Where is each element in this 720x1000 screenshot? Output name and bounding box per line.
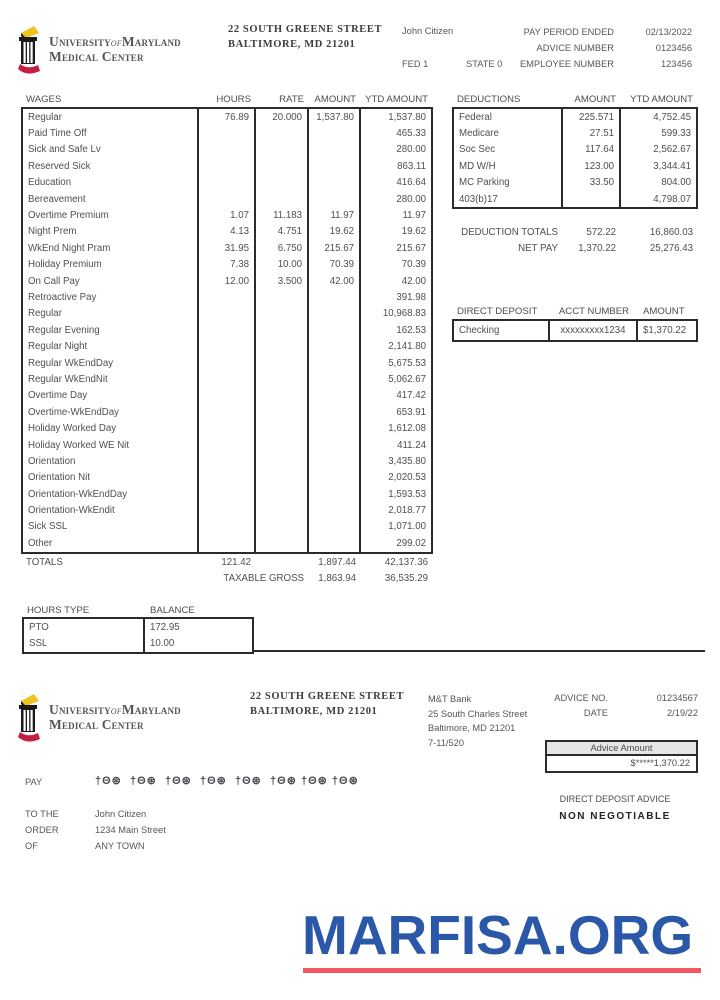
pay-period-label: PAY PERIOD ENDED — [523, 27, 614, 37]
wage-rate — [254, 437, 307, 453]
wages-totals-amount: 1,897.44 — [318, 557, 356, 568]
net-pay-ytd: 25,276.43 — [649, 243, 693, 254]
wage-amount: 11.97 — [307, 207, 359, 223]
wage-description: Night Prem — [28, 226, 77, 238]
wage-description: Reserved Sick — [28, 160, 91, 172]
logo-word-maryland: Maryland — [121, 34, 181, 49]
company-address-line1: 22 SOUTH GREENE STREET — [228, 24, 383, 35]
company-logo — [14, 24, 181, 80]
deduction-totals-row — [452, 227, 698, 238]
wage-rate — [254, 470, 307, 486]
hours-type: SSL — [29, 638, 48, 650]
wage-hours: 12.00 — [197, 273, 254, 289]
wages-totals-rate — [256, 557, 309, 568]
deduction-ytd: 4,798.07 — [619, 191, 696, 207]
logo-word-university: University — [49, 34, 111, 49]
net-pay-row — [452, 243, 698, 254]
hours-balance-row — [24, 619, 252, 636]
wage-row — [23, 240, 431, 256]
company-address-check: 22 SOUTH GREENE STREET BALTIMORE, MD 21201 — [250, 691, 405, 717]
wage-ytd: 10,968.83 — [359, 306, 431, 322]
bank-address2: Baltimore, MD 21201 — [428, 723, 516, 733]
deduction-row — [454, 191, 696, 207]
wage-rate — [254, 388, 307, 404]
deduction-label: Federal — [459, 111, 492, 123]
logo-word-medical-center: Medical Center — [49, 49, 144, 64]
wage-amount: 1,537.80 — [307, 109, 359, 125]
employee-number-label: EMPLOYEE NUMBER — [519, 59, 614, 69]
deduction-label: Medicare — [459, 128, 499, 140]
wages-col-wages: WAGES — [26, 94, 62, 105]
company-logo-text — [49, 35, 181, 63]
deduction-totals-label: DEDUCTION TOTALS — [461, 227, 558, 238]
wage-rate — [254, 519, 307, 535]
deduction-row — [454, 109, 696, 125]
wage-rate: 4.751 — [254, 224, 307, 240]
wage-description: Regular WkEndDay — [28, 357, 114, 369]
hours-balance-table — [22, 617, 254, 654]
wage-hours — [197, 322, 254, 338]
wage-description: WkEnd Night Pram — [28, 242, 111, 254]
deduction-amount: 27.51 — [561, 125, 619, 141]
wage-amount — [307, 486, 359, 502]
wage-amount — [307, 420, 359, 436]
wages-col-rate: RATE — [279, 94, 304, 105]
wage-ytd: 411.24 — [359, 437, 431, 453]
wage-hours — [197, 420, 254, 436]
wages-totals-row — [21, 557, 433, 568]
bank-address1: 25 South Charles Street — [428, 708, 528, 719]
wage-hours — [197, 404, 254, 420]
wage-ytd: 19.62 — [359, 224, 431, 240]
wage-amount: 19.62 — [307, 224, 359, 240]
wage-amount — [307, 404, 359, 420]
hours-balance-header — [22, 605, 254, 616]
payee-city: ANY TOWN — [95, 841, 145, 851]
deduction-amount: 123.00 — [561, 158, 619, 174]
wage-row — [23, 519, 431, 535]
wage-amount: 70.39 — [307, 257, 359, 273]
wage-ytd: 299.02 — [359, 535, 431, 551]
deduction-amount — [561, 191, 619, 207]
wage-ytd: 42.00 — [359, 273, 431, 289]
wage-row — [23, 322, 431, 338]
taxable-gross-row — [21, 573, 433, 584]
wage-ytd: 2,020.53 — [359, 470, 431, 486]
deduction-row — [454, 158, 696, 174]
wage-rate: 3.500 — [254, 273, 307, 289]
wage-hours — [197, 519, 254, 535]
net-pay-amount: 1,370.22 — [578, 243, 616, 254]
wage-description: Holiday Premium — [28, 259, 102, 271]
wage-description: Paid Time Off — [28, 128, 87, 140]
hours-col-type: HOURS TYPE — [27, 605, 90, 616]
wage-row — [23, 224, 431, 240]
wage-row — [23, 273, 431, 289]
wage-amount — [307, 322, 359, 338]
wage-rate — [254, 420, 307, 436]
company-address — [228, 22, 382, 52]
dd-account-type: Checking — [459, 325, 500, 336]
wage-amount — [307, 306, 359, 322]
bank-block — [428, 692, 527, 750]
wage-hours — [197, 289, 254, 305]
company-logo-text-check: UniversityofMaryland Medical Center — [49, 702, 181, 732]
wage-description: Regular Evening — [28, 324, 100, 336]
wage-description: Holiday Worked Day — [28, 423, 117, 435]
direct-deposit-advice-text: DIRECT DEPOSIT ADVICE — [559, 794, 671, 804]
wage-row — [23, 470, 431, 486]
deduction-amount: 225.571 — [561, 109, 619, 125]
bank-routing: 7-11/520 — [428, 737, 465, 748]
wage-row — [23, 371, 431, 387]
wage-hours — [197, 338, 254, 354]
pay-amount-words-glyphs: †Θ⊛ †Θ⊛ †Θ⊛ †Θ⊛ †Θ⊛ †Θ⊛ †Θ⊛ †Θ⊛ — [95, 775, 359, 787]
hours-balance-row — [24, 636, 252, 653]
deduction-label: Soc Sec — [459, 144, 496, 156]
wage-rate — [254, 355, 307, 371]
wage-ytd: 863.11 — [359, 158, 431, 174]
wage-row — [23, 191, 431, 207]
advice-no-label: ADVICE NO. — [554, 693, 608, 703]
wage-description: Orientation-WkEndit — [28, 505, 115, 517]
wage-row — [23, 535, 431, 551]
wages-col-ytd: YTD AMOUNT — [365, 94, 428, 105]
deduction-ytd: 804.00 — [619, 175, 696, 191]
advice-date-label: DATE — [583, 708, 608, 718]
wage-hours — [197, 191, 254, 207]
wage-amount — [307, 191, 359, 207]
taxable-gross-amount: 1,863.94 — [318, 573, 356, 584]
wage-hours — [197, 453, 254, 469]
wage-rate — [254, 453, 307, 469]
wage-hours: 31.95 — [197, 240, 254, 256]
marfisa-brand-logo: MARFISA.ORG — [302, 904, 694, 966]
advice-date-value: 2/19/22 — [666, 708, 698, 718]
wage-row — [23, 420, 431, 436]
deduction-label: MC Parking — [459, 177, 510, 189]
wage-hours — [197, 388, 254, 404]
wage-row — [23, 257, 431, 273]
deductions-col-ytd: YTD AMOUNT — [630, 94, 693, 105]
fed-status: FED 1 — [402, 59, 429, 69]
wage-ytd: 2,141.80 — [359, 338, 431, 354]
deduction-row — [454, 125, 696, 141]
wage-amount — [307, 125, 359, 141]
wage-description: Retroactive Pay — [28, 291, 97, 303]
wage-amount — [307, 355, 359, 371]
wage-description: Holiday Worked WE Nit — [28, 439, 130, 451]
employee-name: John Citizen — [402, 26, 454, 36]
wage-hours: 7.38 — [197, 257, 254, 273]
wage-amount — [307, 338, 359, 354]
wage-ytd: 70.39 — [359, 257, 431, 273]
deduction-totals-amount: 572.22 — [586, 227, 616, 238]
wage-ytd: 2,018.77 — [359, 502, 431, 518]
wage-rate — [254, 486, 307, 502]
wage-ytd: 653.91 — [359, 404, 431, 420]
payee-name: John Citizen — [95, 809, 147, 819]
wage-row — [23, 404, 431, 420]
wage-row — [23, 437, 431, 453]
wage-ytd: 3,435.80 — [359, 453, 431, 469]
brand-underline — [303, 968, 701, 973]
wage-description: Regular WkEndNit — [28, 373, 108, 385]
wage-ytd: 1,593.53 — [359, 486, 431, 502]
wages-totals-label: TOTALS — [26, 557, 63, 568]
wage-row — [23, 502, 431, 518]
company-logo-check — [14, 692, 181, 748]
wage-ytd: 162.53 — [359, 322, 431, 338]
wage-rate — [254, 175, 307, 191]
wage-rate — [254, 191, 307, 207]
wage-description: Overtime Premium — [28, 210, 109, 222]
hours-type: PTO — [29, 621, 49, 633]
wage-rate — [254, 404, 307, 420]
wage-rate: 11.183 — [254, 207, 307, 223]
advice-amount-value: $*****1,370.22 — [630, 758, 690, 768]
payee-address: 1234 Main Street — [95, 825, 166, 835]
deductions-table — [452, 107, 698, 209]
header-meta-labels — [500, 24, 614, 72]
non-negotiable-block — [525, 791, 705, 825]
wage-hours — [197, 437, 254, 453]
taxable-gross-label: TAXABLE GROSS — [223, 573, 304, 584]
wage-amount — [307, 158, 359, 174]
wage-ytd: 280.00 — [359, 142, 431, 158]
bank-name: M&T Bank — [428, 694, 472, 704]
deduction-label: MD W/H — [459, 160, 496, 172]
wage-description: Overtime Day — [28, 390, 88, 402]
wages-totals-ytd: 42,137.36 — [384, 557, 428, 568]
umaryland-column-icon — [14, 24, 44, 80]
wage-hours — [197, 355, 254, 371]
deductions-col-label: DEDUCTIONS — [457, 94, 521, 105]
wage-hours — [197, 470, 254, 486]
wage-amount: 215.67 — [307, 240, 359, 256]
dd-col-amount: AMOUNT — [643, 306, 685, 317]
deduction-ytd: 2,562.67 — [619, 142, 696, 158]
header-meta-values — [618, 24, 692, 72]
direct-deposit-row — [454, 321, 696, 340]
wage-rate — [254, 322, 307, 338]
wage-ytd: 5,675.53 — [359, 355, 431, 371]
wage-rate — [254, 125, 307, 141]
wage-ytd: 280.00 — [359, 191, 431, 207]
wage-row — [23, 158, 431, 174]
deductions-col-amount: AMOUNT — [574, 94, 616, 105]
wage-ytd: 1,612.08 — [359, 420, 431, 436]
wage-amount — [307, 371, 359, 387]
logo-word-of: of — [110, 37, 122, 49]
deduction-totals-ytd: 16,860.03 — [649, 227, 693, 238]
wage-ytd: 391.98 — [359, 289, 431, 305]
wage-hours — [197, 125, 254, 141]
hours-balance-value: 10.00 — [143, 636, 252, 653]
wage-row — [23, 388, 431, 404]
wages-table — [21, 107, 433, 554]
direct-deposit-header — [452, 306, 698, 317]
wage-rate: 6.750 — [254, 240, 307, 256]
advice-number-label: ADVICE NUMBER — [536, 43, 614, 53]
wage-rate — [254, 142, 307, 158]
wage-rate — [254, 502, 307, 518]
wage-ytd: 5,062.67 — [359, 371, 431, 387]
wage-rate — [254, 535, 307, 551]
wage-hours — [197, 502, 254, 518]
payee-labels — [25, 806, 59, 854]
wage-description: Regular — [28, 308, 62, 320]
wage-description: Other — [28, 537, 53, 549]
wage-amount — [307, 437, 359, 453]
company-address-line2: BALTIMORE, MD 21201 — [228, 39, 356, 50]
wage-hours — [197, 306, 254, 322]
net-pay-label: NET PAY — [518, 243, 558, 254]
wage-ytd: 1,537.80 — [359, 109, 431, 125]
wage-hours — [197, 486, 254, 502]
wage-row — [23, 175, 431, 191]
wage-description: Sick SSL — [28, 521, 68, 533]
wage-rate — [254, 289, 307, 305]
wage-description: Overtime-WkEndDay — [28, 406, 119, 418]
wage-amount — [307, 470, 359, 486]
pay-period-value: 02/13/2022 — [645, 27, 692, 37]
non-negotiable-text: NON NEGOTIABLE — [559, 811, 671, 822]
hours-table-extension-line — [254, 650, 705, 652]
wage-ytd: 416.64 — [359, 175, 431, 191]
wage-row — [23, 289, 431, 305]
wage-amount — [307, 175, 359, 191]
wage-row — [23, 486, 431, 502]
wage-row — [23, 207, 431, 223]
wages-table-header — [21, 94, 433, 105]
taxable-gross-ytd: 36,535.29 — [384, 573, 428, 584]
wage-description: Orientation — [28, 455, 76, 467]
wage-ytd: 215.67 — [359, 240, 431, 256]
wage-rate — [254, 158, 307, 174]
wage-row — [23, 453, 431, 469]
wage-hours — [197, 371, 254, 387]
wage-row — [23, 109, 431, 125]
deduction-ytd: 599.33 — [619, 125, 696, 141]
advice-number-value: 0123456 — [655, 43, 692, 53]
wage-rate: 20.000 — [254, 109, 307, 125]
deduction-amount: 33.50 — [561, 175, 619, 191]
wage-ytd: 1,071.00 — [359, 519, 431, 535]
deduction-ytd: 4,752.45 — [619, 109, 696, 125]
advice-amount-box — [545, 740, 698, 773]
wage-amount — [307, 289, 359, 305]
wage-description: Orientation-WkEndDay — [28, 488, 128, 500]
deduction-label: 403(b)17 — [459, 193, 498, 205]
wage-row — [23, 142, 431, 158]
state-status: STATE 0 — [466, 59, 503, 69]
wage-rate — [254, 306, 307, 322]
advice-meta-values — [612, 691, 698, 721]
wage-rate — [254, 371, 307, 387]
wage-row — [23, 355, 431, 371]
wage-description: Bereavement — [28, 193, 86, 205]
wage-hours — [197, 142, 254, 158]
wage-hours — [197, 158, 254, 174]
deduction-amount: 117.64 — [561, 142, 619, 158]
wage-hours: 1.07 — [197, 207, 254, 223]
employee-number-value: 123456 — [660, 59, 692, 69]
deduction-row — [454, 175, 696, 191]
wage-description: Regular Night — [28, 341, 88, 353]
wage-amount — [307, 519, 359, 535]
deduction-ytd: 3,344.41 — [619, 158, 696, 174]
wages-totals-hours: 121.42 — [221, 557, 251, 568]
dd-col-type: DIRECT DEPOSIT — [457, 306, 538, 317]
wage-ytd: 465.33 — [359, 125, 431, 141]
wage-row — [23, 338, 431, 354]
to-the-label: TO THE — [25, 809, 59, 819]
wages-col-hours: HOURS — [216, 94, 251, 105]
wage-description: Regular — [28, 111, 62, 123]
dd-amount: $1,370.22 — [636, 321, 696, 340]
wage-row — [23, 125, 431, 141]
wage-description: On Call Pay — [28, 275, 80, 287]
payee-values — [95, 806, 166, 854]
wage-amount: 42.00 — [307, 273, 359, 289]
wage-hours — [197, 535, 254, 551]
dd-col-acct: ACCT NUMBER — [558, 306, 630, 317]
dd-account-number: xxxxxxxxx1234 — [548, 321, 636, 340]
deduction-row — [454, 142, 696, 158]
wage-ytd: 417.42 — [359, 388, 431, 404]
order-label: ORDER — [25, 825, 59, 835]
wage-amount — [307, 535, 359, 551]
wage-description: Education — [28, 177, 72, 189]
wages-col-amount: AMOUNT — [314, 94, 356, 105]
advice-meta-labels — [520, 691, 608, 721]
advice-amount-label: Advice Amount — [547, 742, 696, 756]
wage-ytd: 11.97 — [359, 207, 431, 223]
wage-row — [23, 306, 431, 322]
wage-amount — [307, 388, 359, 404]
wage-hours — [197, 175, 254, 191]
wage-rate: 10.00 — [254, 257, 307, 273]
wage-hours: 4.13 — [197, 224, 254, 240]
hours-balance-value: 172.95 — [143, 619, 252, 636]
advice-no-value: 01234567 — [656, 693, 698, 703]
wage-description: Sick and Safe Lv — [28, 144, 101, 156]
wage-description: Orientation Nit — [28, 472, 90, 484]
wage-hours: 76.89 — [197, 109, 254, 125]
wage-rate — [254, 338, 307, 354]
deductions-table-header — [452, 94, 698, 105]
umaryland-column-icon — [14, 692, 44, 748]
wage-amount — [307, 502, 359, 518]
direct-deposit-table — [452, 319, 698, 342]
hours-col-balance: BALANCE — [150, 605, 195, 616]
of-label: OF — [25, 841, 38, 851]
wage-amount — [307, 453, 359, 469]
wage-amount — [307, 142, 359, 158]
pay-label: PAY — [25, 777, 43, 787]
